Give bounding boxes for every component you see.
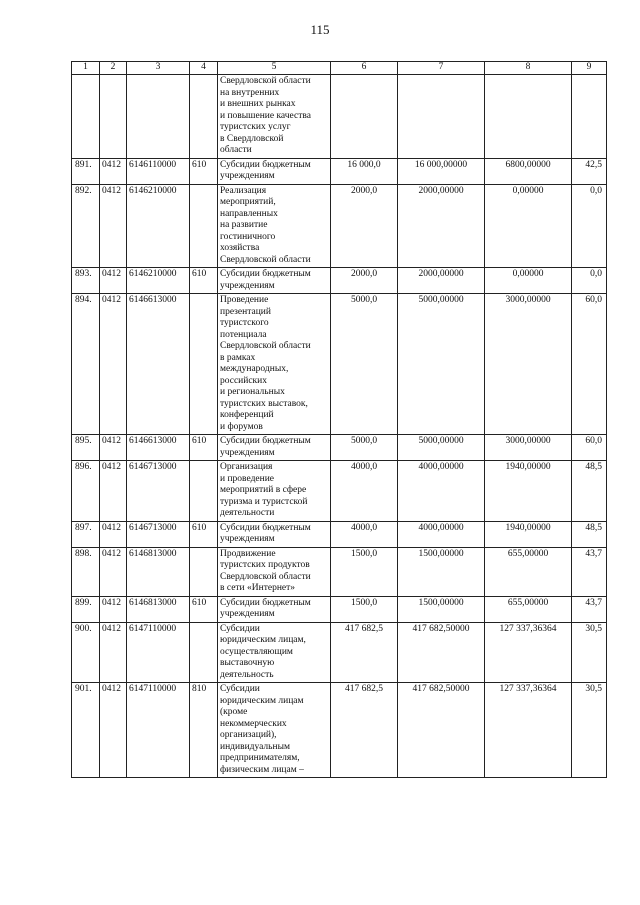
row-number-cell: 901. — [72, 683, 100, 778]
table-row — [72, 158, 607, 184]
target-code-cell: 6146813000 — [127, 547, 190, 596]
header-cell: 2 — [100, 62, 127, 75]
percent-cell: 43,7 — [572, 547, 607, 596]
percent-cell — [572, 75, 607, 159]
table-row — [72, 683, 607, 778]
row-number-cell: 897. — [72, 521, 100, 547]
adjusted-amount-cell: 1500,00000 — [398, 547, 485, 596]
percent-cell: 48,5 — [572, 521, 607, 547]
expense-type-cell — [190, 294, 218, 435]
section-code-cell — [100, 75, 127, 159]
adjusted-amount-cell: 2000,00000 — [398, 268, 485, 294]
table-body — [72, 75, 607, 778]
percent-cell: 0,0 — [572, 184, 607, 268]
section-code-cell: 0412 — [100, 294, 127, 435]
target-code-cell: 6146713000 — [127, 521, 190, 547]
expense-type-cell — [190, 622, 218, 683]
planned-amount-cell: 4000,0 — [331, 521, 398, 547]
target-code-cell: 6147110000 — [127, 683, 190, 778]
row-number-cell — [72, 75, 100, 159]
adjusted-amount-cell: 5000,00000 — [398, 435, 485, 461]
expense-type-cell: 810 — [190, 683, 218, 778]
planned-amount-cell: 2000,0 — [331, 184, 398, 268]
row-number-cell: 894. — [72, 294, 100, 435]
section-code-cell: 0412 — [100, 521, 127, 547]
target-code-cell: 6146613000 — [127, 435, 190, 461]
target-code-cell: 6146613000 — [127, 294, 190, 435]
header-row — [72, 62, 607, 75]
table-row — [72, 596, 607, 622]
planned-amount-cell: 5000,0 — [331, 294, 398, 435]
row-number-cell: 898. — [72, 547, 100, 596]
expense-type-cell: 610 — [190, 596, 218, 622]
section-code-cell: 0412 — [100, 547, 127, 596]
target-code-cell: 6146210000 — [127, 268, 190, 294]
adjusted-amount-cell: 5000,00000 — [398, 294, 485, 435]
executed-amount-cell: 0,00000 — [485, 268, 572, 294]
percent-cell: 30,5 — [572, 683, 607, 778]
expense-type-cell — [190, 461, 218, 522]
executed-amount-cell: 127 337,36364 — [485, 683, 572, 778]
planned-amount-cell: 1500,0 — [331, 547, 398, 596]
percent-cell: 43,7 — [572, 596, 607, 622]
adjusted-amount-cell: 4000,00000 — [398, 521, 485, 547]
executed-amount-cell: 655,00000 — [485, 547, 572, 596]
section-code-cell: 0412 — [100, 683, 127, 778]
planned-amount-cell — [331, 75, 398, 159]
percent-cell: 30,5 — [572, 622, 607, 683]
target-code-cell — [127, 75, 190, 159]
expense-type-cell — [190, 75, 218, 159]
planned-amount-cell: 417 682,5 — [331, 622, 398, 683]
item-name-cell: Продвижение туристских продуктов Свердловской области в сети «Интернет» — [218, 547, 331, 596]
planned-amount-cell: 16 000,0 — [331, 158, 398, 184]
row-number-cell: 900. — [72, 622, 100, 683]
item-name-cell: Проведение презентаций туристского потенциала Свердловской области в рамках международных, российских и региональных туристских выставок, конференций и форумов — [218, 294, 331, 435]
table-row — [72, 547, 607, 596]
header-cell: 7 — [398, 62, 485, 75]
header-cell: 1 — [72, 62, 100, 75]
row-number-cell: 893. — [72, 268, 100, 294]
executed-amount-cell — [485, 75, 572, 159]
table-row — [72, 622, 607, 683]
expense-type-cell: 610 — [190, 158, 218, 184]
adjusted-amount-cell: 417 682,50000 — [398, 622, 485, 683]
adjusted-amount-cell: 417 682,50000 — [398, 683, 485, 778]
item-name-cell: Субсидии бюджетным учреждениям — [218, 158, 331, 184]
expense-type-cell — [190, 547, 218, 596]
section-code-cell: 0412 — [100, 268, 127, 294]
row-number-cell: 896. — [72, 461, 100, 522]
adjusted-amount-cell: 2000,00000 — [398, 184, 485, 268]
planned-amount-cell: 4000,0 — [331, 461, 398, 522]
percent-cell: 60,0 — [572, 294, 607, 435]
table-row — [72, 268, 607, 294]
header-cell: 3 — [127, 62, 190, 75]
row-number-cell: 891. — [72, 158, 100, 184]
item-name-cell: Реализация мероприятий, направленных на развитие гостиничного хозяйства Свердловской области — [218, 184, 331, 268]
adjusted-amount-cell: 1500,00000 — [398, 596, 485, 622]
header-cell: 4 — [190, 62, 218, 75]
table-row — [72, 294, 607, 435]
target-code-cell: 6146210000 — [127, 184, 190, 268]
section-code-cell: 0412 — [100, 461, 127, 522]
target-code-cell: 6146813000 — [127, 596, 190, 622]
executed-amount-cell: 127 337,36364 — [485, 622, 572, 683]
section-code-cell: 0412 — [100, 622, 127, 683]
executed-amount-cell: 3000,00000 — [485, 435, 572, 461]
percent-cell: 60,0 — [572, 435, 607, 461]
section-code-cell: 0412 — [100, 435, 127, 461]
item-name-cell: Субсидии бюджетным учреждениям — [218, 268, 331, 294]
header-cell: 6 — [331, 62, 398, 75]
item-name-cell: Субсидии бюджетным учреждениям — [218, 521, 331, 547]
table-row — [72, 461, 607, 522]
planned-amount-cell: 1500,0 — [331, 596, 398, 622]
table-row — [72, 75, 607, 159]
table-row — [72, 435, 607, 461]
percent-cell: 0,0 — [572, 268, 607, 294]
executed-amount-cell: 1940,00000 — [485, 461, 572, 522]
table-row — [72, 521, 607, 547]
expense-type-cell: 610 — [190, 435, 218, 461]
budget-table — [71, 61, 607, 778]
percent-cell: 48,5 — [572, 461, 607, 522]
planned-amount-cell: 5000,0 — [331, 435, 398, 461]
item-name-cell: Субсидии бюджетным учреждениям — [218, 596, 331, 622]
section-code-cell: 0412 — [100, 184, 127, 268]
executed-amount-cell: 3000,00000 — [485, 294, 572, 435]
adjusted-amount-cell — [398, 75, 485, 159]
executed-amount-cell: 1940,00000 — [485, 521, 572, 547]
percent-cell: 42,5 — [572, 158, 607, 184]
executed-amount-cell: 655,00000 — [485, 596, 572, 622]
executed-amount-cell: 0,00000 — [485, 184, 572, 268]
item-name-cell: Свердловской области на внутренних и внешних рынках и повышение качества туристских услуг в Свердловской области — [218, 75, 331, 159]
row-number-cell: 892. — [72, 184, 100, 268]
planned-amount-cell: 417 682,5 — [331, 683, 398, 778]
expense-type-cell: 610 — [190, 521, 218, 547]
item-name-cell: Субсидии юридическим лицам (кроме некоммерческих организаций), индивидуальным предпринимателям, физическим лицам – — [218, 683, 331, 778]
target-code-cell: 6146713000 — [127, 461, 190, 522]
section-code-cell: 0412 — [100, 158, 127, 184]
table-row — [72, 184, 607, 268]
target-code-cell: 6146110000 — [127, 158, 190, 184]
adjusted-amount-cell: 16 000,00000 — [398, 158, 485, 184]
expense-type-cell — [190, 184, 218, 268]
target-code-cell: 6147110000 — [127, 622, 190, 683]
planned-amount-cell: 2000,0 — [331, 268, 398, 294]
row-number-cell: 895. — [72, 435, 100, 461]
header-cell: 8 — [485, 62, 572, 75]
item-name-cell: Субсидии бюджетным учреждениям — [218, 435, 331, 461]
executed-amount-cell: 6800,00000 — [485, 158, 572, 184]
expense-type-cell: 610 — [190, 268, 218, 294]
page-number: 115 — [310, 22, 330, 37]
item-name-cell: Организация и проведение мероприятий в сфере туризма и туристской деятельности — [218, 461, 331, 522]
header-cell: 9 — [572, 62, 607, 75]
section-code-cell: 0412 — [100, 596, 127, 622]
header-cell: 5 — [218, 62, 331, 75]
adjusted-amount-cell: 4000,00000 — [398, 461, 485, 522]
row-number-cell: 899. — [72, 596, 100, 622]
item-name-cell: Субсидии юридическим лицам, осуществляющим выставочную деятельность — [218, 622, 331, 683]
